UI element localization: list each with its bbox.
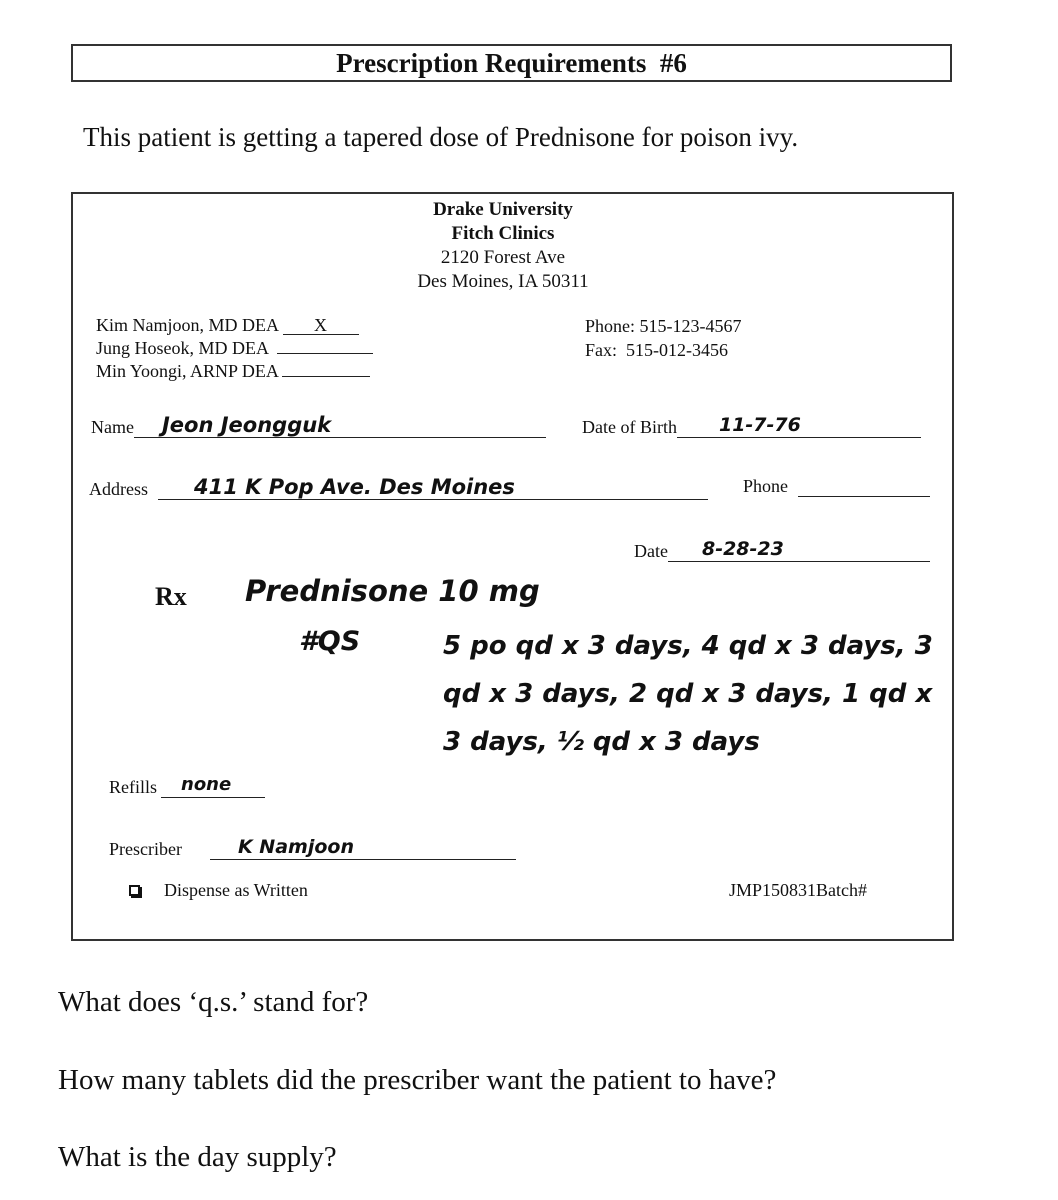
prescription-form bbox=[71, 192, 954, 941]
prescriber-signature-field bbox=[109, 836, 516, 860]
patient-phone-value bbox=[798, 495, 930, 497]
refills-label: Refills bbox=[109, 777, 157, 797]
dea-mark: X bbox=[283, 316, 359, 335]
dea-mark bbox=[277, 353, 373, 354]
prescriber-label: Kim Namjoon, MD DEA bbox=[96, 315, 278, 335]
dispense-as-written bbox=[129, 880, 308, 901]
question-2: How many tablets did the prescriber want the patient to have? bbox=[58, 1064, 777, 1096]
clinic-fax: Fax: 515-012-3456 bbox=[585, 340, 728, 360]
prescriber-label: Jung Hoseok, MD DEA bbox=[96, 338, 269, 358]
clinic-dept: Fitch Clinics bbox=[451, 223, 555, 244]
prescriber-row bbox=[96, 360, 373, 383]
intro-text: This patient is getting a tapered dose of Prednisone for poison ivy. bbox=[83, 122, 799, 152]
sig-line: qd x 3 days, 2 qd x 3 days, 1 qd x bbox=[443, 679, 933, 709]
prescriber-sig-label: Prescriber bbox=[109, 839, 182, 859]
clinic-city: Des Moines, IA 50311 bbox=[417, 271, 589, 292]
question-1: What does ‘q.s.’ stand for? bbox=[58, 986, 369, 1018]
address-field bbox=[89, 476, 708, 500]
phone-label: Phone bbox=[743, 476, 788, 496]
sig-line: 5 po qd x 3 days, 4 qd x 3 days, 3 bbox=[443, 631, 933, 661]
refills-field bbox=[109, 774, 265, 798]
address-value: 411 K Pop Ave. Des Moines bbox=[158, 476, 708, 500]
date-field bbox=[634, 538, 930, 562]
clinic-name: Drake University bbox=[433, 199, 573, 220]
clinic-phone: Phone: 515-123-4567 bbox=[585, 316, 742, 336]
prescriber-list bbox=[96, 314, 373, 383]
page-title-box bbox=[71, 44, 952, 82]
dob-label: Date of Birth bbox=[582, 417, 677, 437]
prescriber-signature: K Namjoon bbox=[210, 836, 516, 860]
quantity: #QS bbox=[299, 626, 361, 657]
prescriber-row bbox=[96, 337, 373, 360]
clinic-header bbox=[383, 198, 623, 294]
refills-value: none bbox=[161, 774, 265, 798]
date-value: 8-28-23 bbox=[668, 538, 930, 562]
dob-field bbox=[582, 414, 921, 438]
question-3: What is the day supply? bbox=[58, 1141, 337, 1173]
date-label: Date bbox=[634, 541, 668, 561]
daw-label: Dispense as Written bbox=[164, 880, 308, 900]
daw-checkbox[interactable] bbox=[129, 885, 140, 896]
patient-name-field bbox=[91, 414, 546, 438]
address-label: Address bbox=[89, 479, 148, 499]
dob-value: 11-7-76 bbox=[677, 414, 921, 438]
clinic-contact bbox=[585, 314, 742, 362]
rx-symbol: Rx bbox=[155, 582, 187, 611]
patient-name-value: Jeon Jeongguk bbox=[134, 414, 546, 438]
dea-mark bbox=[282, 376, 370, 377]
sig-line: 3 days, ½ qd x 3 days bbox=[443, 727, 760, 757]
sig-directions bbox=[443, 622, 951, 766]
clinic-street: 2120 Forest Ave bbox=[440, 247, 566, 268]
page-title: Prescription Requirements #6 bbox=[336, 47, 687, 78]
patient-phone-field bbox=[743, 476, 930, 497]
drug-name: Prednisone 10 mg bbox=[245, 574, 540, 608]
prescriber-row bbox=[96, 314, 373, 337]
batch-number: JMP150831Batch# bbox=[729, 880, 868, 900]
prescriber-label: Min Yoongi, ARNP DEA bbox=[96, 361, 278, 381]
name-label: Name bbox=[91, 417, 134, 437]
